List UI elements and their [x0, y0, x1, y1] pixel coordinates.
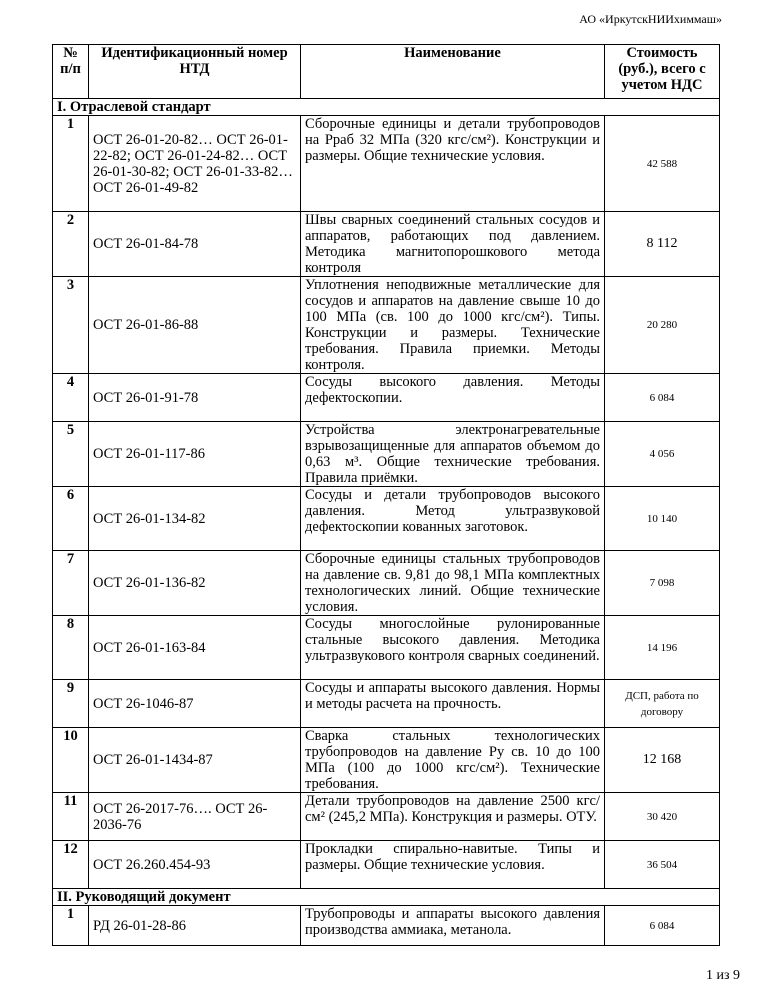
ntd-code: ОСТ 26.260.454-93	[89, 841, 301, 889]
ntd-price: 36 504	[605, 841, 720, 889]
row-number: 4	[53, 374, 89, 422]
table-row	[53, 212, 720, 277]
ntd-name: Устройства электронагревательные взрывозащищенные для аппаратов объемом до 0,63 м³. Общие технические требования. Правила приёмки.	[301, 422, 605, 487]
table-row	[53, 422, 720, 487]
ntd-code: ОСТ 26-01-134-82	[89, 487, 301, 551]
ntd-code: ОСТ 26-01-163-84	[89, 616, 301, 680]
ntd-price: 6 084	[605, 374, 720, 422]
row-number: 11	[53, 793, 89, 841]
ntd-price: 14 196	[605, 616, 720, 680]
page-number: 1 из 9	[705, 968, 740, 983]
table-row	[53, 374, 720, 422]
col-header-name: Наименование	[301, 45, 605, 99]
ntd-name: Трубопроводы и аппараты высокого давления производства аммиака, метанола.	[301, 906, 605, 946]
ntd-name: Сварка стальных технологических трубопроводов на давление Ру св. 10 до 100 МПа (100 до 1000 кгс/см²). Технические требования.	[301, 728, 605, 793]
ntd-price: ДСП, работа по договору	[605, 680, 720, 728]
ntd-name: Сосуды и аппараты высокого давления. Нормы и методы расчета на прочность.	[301, 680, 605, 728]
row-number: 12	[53, 841, 89, 889]
ntd-name: Сосуды высокого давления. Методы дефектоскопии.	[301, 374, 605, 422]
table-header-row	[53, 45, 720, 99]
ntd-code: РД 26-01-28-86	[89, 906, 301, 946]
ntd-name: Детали трубопроводов на давление 2500 кгс/см² (245,2 МПа). Конструкция и размеры. ОТУ.	[301, 793, 605, 841]
ntd-code: ОСТ 26-01-84-78	[89, 212, 301, 277]
table-row	[53, 841, 720, 889]
ntd-price: 42 588	[605, 116, 720, 212]
col-header-num: № п/п	[53, 45, 89, 99]
row-number: 10	[53, 728, 89, 793]
ntd-name: Сборочные единицы стальных трубопроводов на давление св. 9,81 до 98,1 МПа комплектных технологических линий. Общие технические условия.	[301, 551, 605, 616]
section-row	[53, 889, 720, 906]
row-number: 1	[53, 906, 89, 946]
row-number: 9	[53, 680, 89, 728]
ntd-code: ОСТ 26-01-86-88	[89, 277, 301, 374]
ntd-price: 12 168	[605, 728, 720, 793]
org-header: АО «ИркутскНИИхиммаш»	[579, 12, 722, 26]
ntd-code: ОСТ 26-1046-87	[89, 680, 301, 728]
section-title: II. Руководящий документ	[53, 889, 720, 906]
ntd-code: ОСТ 26-01-1434-87	[89, 728, 301, 793]
table-row	[53, 116, 720, 212]
table-row	[53, 728, 720, 793]
col-header-price: Стоимость (руб.), всего с учетом НДС	[605, 45, 720, 99]
ntd-code: ОСТ 26-01-20-82… ОСТ 26-01-22-82; ОСТ 26-01-24-82… ОСТ 26-01-30-82; ОСТ 26-01-33-82… ОСТ 26-01-49-82	[89, 116, 301, 212]
row-number: 1	[53, 116, 89, 212]
ntd-table	[52, 44, 720, 946]
table-row	[53, 551, 720, 616]
ntd-price: 8 112	[605, 212, 720, 277]
table-row	[53, 487, 720, 551]
ntd-price: 4 056	[605, 422, 720, 487]
ntd-price: 10 140	[605, 487, 720, 551]
ntd-code: ОСТ 26-01-117-86	[89, 422, 301, 487]
table-row	[53, 680, 720, 728]
ntd-price: 6 084	[605, 906, 720, 946]
ntd-code: ОСТ 26-01-91-78	[89, 374, 301, 422]
table-row	[53, 793, 720, 841]
row-number: 7	[53, 551, 89, 616]
row-number: 5	[53, 422, 89, 487]
ntd-code: ОСТ 26-2017-76…. ОСТ 26-2036-76	[89, 793, 301, 841]
table-row	[53, 616, 720, 680]
ntd-name: Сосуды многослойные рулонированные стальные высокого давления. Методика ультразвукового контроля сварных соединений.	[301, 616, 605, 680]
ntd-price: 20 280	[605, 277, 720, 374]
table-row	[53, 277, 720, 374]
ntd-price: 7 098	[605, 551, 720, 616]
row-number: 3	[53, 277, 89, 374]
ntd-name: Швы сварных соединений стальных сосудов и аппаратов, работающих под давлением. Методика магнитопорошкового метода контроля	[301, 212, 605, 277]
row-number: 2	[53, 212, 89, 277]
table-row	[53, 906, 720, 946]
ntd-code: ОСТ 26-01-136-82	[89, 551, 301, 616]
ntd-name: Сборочные единицы и детали трубопроводов на Рраб 32 МПа (320 кгс/см²). Конструкции и размеры. Общие технические условия.	[301, 116, 605, 212]
ntd-name: Сосуды и детали трубопроводов высокого давления. Метод ультразвуковой дефектоскопии кованных заготовок.	[301, 487, 605, 551]
ntd-name: Прокладки спирально-навитые. Типы и размеры. Общие технические условия.	[301, 841, 605, 889]
section-title: I. Отраслевой стандарт	[53, 99, 720, 116]
col-header-code: Идентификационный номер НТД	[89, 45, 301, 99]
row-number: 6	[53, 487, 89, 551]
ntd-price: 30 420	[605, 793, 720, 841]
row-number: 8	[53, 616, 89, 680]
ntd-name: Уплотнения неподвижные металлические для сосудов и аппаратов на давление свыше 10 до 100 МПа (св. 100 до 1000 кгс/см²). Типы. Конструкции и размеры. Технические требования. Правила приемки. Методы контроля.	[301, 277, 605, 374]
section-row	[53, 99, 720, 116]
